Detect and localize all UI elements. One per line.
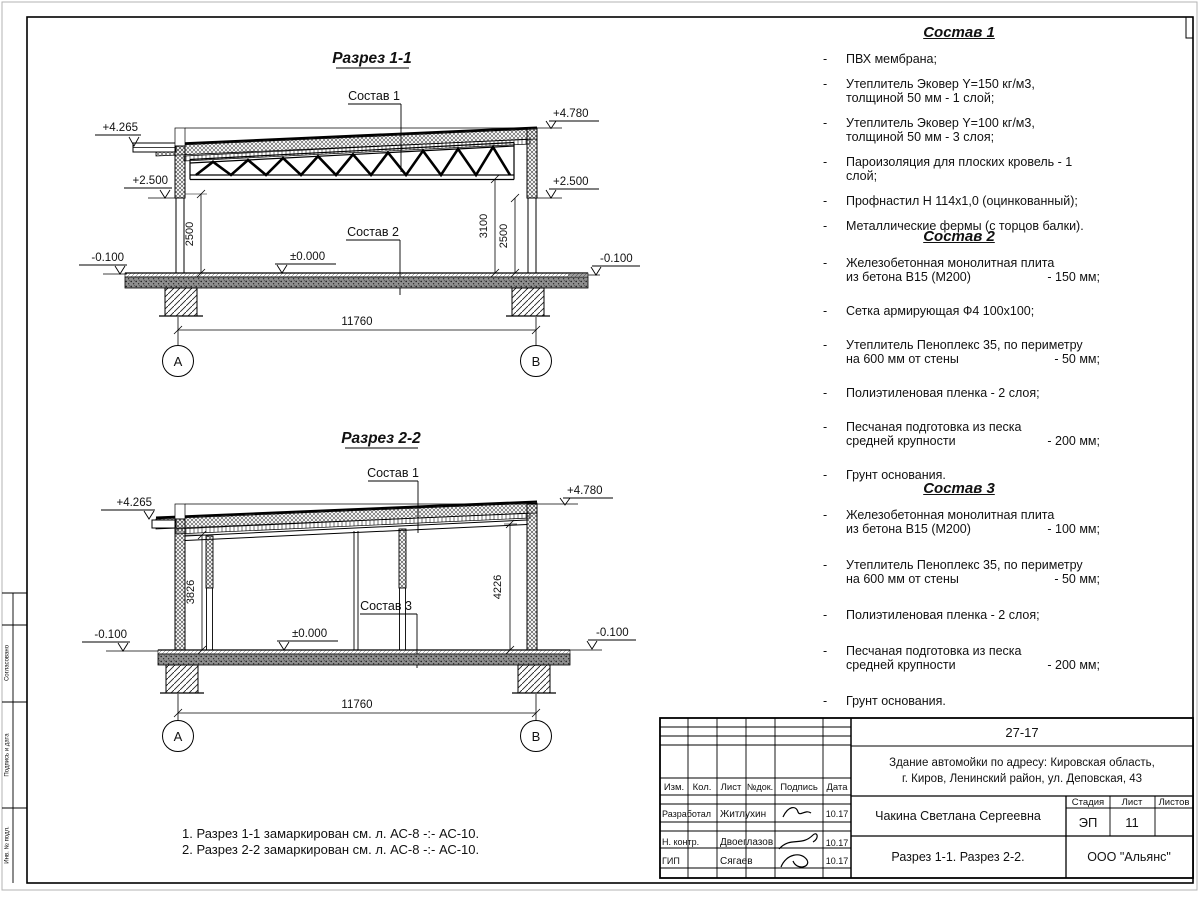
tb-col-kol: Кол.	[692, 782, 712, 793]
list-dash: -	[823, 194, 828, 208]
tb-col-izm: Изм.	[663, 782, 685, 793]
list-item	[818, 155, 1100, 183]
item-value: - 50 мм;	[1054, 572, 1100, 586]
list-dash: -	[823, 608, 828, 622]
item-text: на 600 мм от стены	[846, 572, 959, 586]
section2-label-sostav3: Состав 3	[360, 599, 412, 613]
title-block	[660, 718, 1193, 878]
list-dash: -	[823, 52, 828, 66]
item-text: Металлические фермы (с торцов балки).	[846, 219, 1084, 233]
item-text: средней крупности	[846, 434, 956, 448]
list-dash: -	[823, 694, 828, 708]
section1-title: Разрез 1-1	[332, 50, 412, 67]
list-dash: -	[823, 219, 828, 233]
list-item	[818, 644, 1100, 672]
tb-name-gip: Сягаев	[720, 856, 753, 867]
list-dash: -	[823, 420, 828, 434]
list-item	[818, 386, 1100, 400]
elev-minus0100-right-2: -0.100	[596, 627, 629, 639]
elev-zero: ±0.000	[290, 251, 326, 263]
tb-date-gip: 10.17	[825, 856, 849, 866]
tb-stage-value: ЭП	[1078, 815, 1098, 830]
item-text: Утеплитель Пеноплекс 35, по периметру	[846, 558, 1083, 572]
tb-project-line1: Здание автомойки по адресу: Кировская область,	[889, 757, 1155, 769]
axis-b-label: В	[531, 729, 541, 744]
footing	[166, 665, 198, 693]
footing	[165, 288, 197, 316]
tb-date-ncontrol: 10.17	[825, 838, 849, 848]
list-dash: -	[823, 468, 828, 482]
list-item	[818, 116, 1100, 144]
item-value: - 200 мм;	[1047, 434, 1100, 448]
composition-block-1	[818, 26, 1100, 244]
elev-4780-right: +4.780	[553, 108, 589, 120]
item-text: Полиэтиленовая пленка - 2 слоя;	[846, 608, 1040, 622]
list-dash: -	[823, 558, 828, 572]
note-line: 1. Разрез 1-1 замаркирован см. л. АС-8 -:- АС-10.	[182, 826, 480, 841]
elev-zero-2: ±0.000	[292, 628, 328, 640]
item-text: на 600 мм от стены	[846, 352, 959, 366]
item-text: толщиной 50 мм - 1 слой;	[846, 91, 995, 105]
section1-label-sostav1: Состав 1	[348, 89, 400, 103]
item-value: - 200 мм;	[1047, 658, 1100, 672]
list-item	[818, 508, 1100, 536]
elev-2500-left: +2.500	[132, 175, 168, 187]
dim-2500-right: 2500	[498, 223, 510, 249]
tb-role-gip: ГИП	[662, 856, 680, 866]
tb-author: Чакина Светлана Сергеевна	[875, 809, 1041, 823]
tb-role-ncontrol: Н. контр.	[662, 837, 700, 847]
tb-stage-label: Стадия	[1071, 797, 1105, 808]
elev-4780-right-2: +4.780	[567, 485, 603, 497]
footing	[512, 288, 544, 316]
gutter	[152, 520, 176, 528]
item-text: Железобетонная монолитная плита	[846, 256, 1055, 270]
item-value: - 150 мм;	[1047, 270, 1100, 284]
list-item	[818, 77, 1100, 105]
notes-block	[182, 826, 479, 858]
elev-minus0100-left: -0.100	[91, 252, 124, 264]
list-item	[818, 420, 1100, 448]
dim-3826: 3826	[185, 579, 197, 605]
list-item	[818, 256, 1100, 284]
composition-block-2	[818, 230, 1100, 502]
elev-4265-left: +4.265	[102, 122, 138, 134]
tb-name-developer: Житлухин	[720, 809, 767, 820]
axis-a-label: А	[173, 729, 183, 744]
tb-doc-number: 27-17	[1005, 725, 1039, 740]
list-item	[818, 52, 1100, 66]
tb-sheet-label: Лист	[1121, 797, 1143, 808]
item-text: из бетона В15 (М200)	[846, 270, 971, 284]
list-dash: -	[823, 304, 828, 318]
list-dash: -	[823, 386, 828, 400]
list-item	[818, 694, 1100, 708]
tb-sheet-value: 11	[1125, 815, 1139, 830]
item-value: - 50 мм;	[1054, 352, 1100, 366]
item-text: Грунт основания.	[846, 468, 946, 482]
tb-company: ООО "Альянс"	[1087, 850, 1171, 864]
tb-role-developer: Разработал	[662, 809, 711, 819]
axis-a-label: А	[173, 354, 183, 369]
item-text: толщиной 50 мм - 3 слоя;	[846, 130, 995, 144]
note-line: 2. Разрез 2-2 замаркирован см. л. АС-8 -:- АС-10.	[182, 842, 480, 857]
composition3-title: Состав 3	[923, 480, 995, 497]
side-strip-label-agreed: Согласовано	[4, 644, 11, 682]
item-text: Пароизоляция для плоских кровель - 1 слой;	[846, 155, 1073, 183]
list-dash: -	[823, 338, 828, 352]
list-item	[818, 304, 1100, 318]
tb-col-ndoc: №док.	[746, 782, 774, 792]
side-strip-label-inv: Инв. № подл.	[4, 826, 11, 864]
item-text: средней крупности	[846, 658, 956, 672]
list-item	[818, 608, 1100, 622]
tb-sheets-label: Листов	[1158, 797, 1190, 808]
list-dash: -	[823, 508, 828, 522]
tb-col-list: Лист	[720, 782, 742, 793]
axis-b-label: В	[531, 354, 541, 369]
list-dash: -	[823, 116, 828, 130]
item-text: Профнастил Н 114х1,0 (оцинкованный);	[846, 194, 1078, 208]
tb-date-developer: 10.17	[825, 809, 849, 819]
item-text: Полиэтиленовая пленка - 2 слоя;	[846, 386, 1040, 400]
composition-block-3	[818, 482, 1100, 730]
list-item	[818, 338, 1100, 366]
item-text: ПВХ мембрана;	[846, 52, 937, 66]
elev-minus0100-left-2: -0.100	[94, 629, 127, 641]
list-dash: -	[823, 77, 828, 91]
dim-2500-left: 2500	[184, 221, 196, 247]
item-text: из бетона В15 (М200)	[846, 522, 971, 536]
list-dash: -	[823, 155, 828, 169]
list-item	[818, 194, 1100, 208]
item-text: Утеплитель Эковер Y=150 кг/м3,	[846, 77, 1035, 91]
dim-4226: 4226	[492, 574, 504, 600]
side-strip-label-signdate: Подпись и дата	[4, 733, 11, 777]
composition2-title: Состав 2	[923, 228, 995, 245]
elev-2500-right: +2.500	[553, 176, 589, 188]
tb-col-data: Дата	[826, 782, 848, 793]
item-text: Утеплитель Пеноплекс 35, по периметру	[846, 338, 1083, 352]
interior-column	[399, 529, 406, 588]
tb-project-line2: г. Киров, Ленинский район, ул. Деповская, 43	[901, 773, 1143, 785]
section1-label-sostav2: Состав 2	[347, 225, 399, 239]
item-text: Железобетонная монолитная плита	[846, 508, 1055, 522]
item-value: - 100 мм;	[1047, 522, 1100, 536]
tb-drawing-title: Разрез 1-1. Разрез 2-2.	[891, 850, 1025, 864]
dim-span-1: 11760	[341, 316, 373, 328]
composition1-title: Состав 1	[923, 24, 995, 41]
section2-title: Разрез 2-2	[341, 430, 421, 447]
list-item	[818, 558, 1100, 586]
list-dash: -	[823, 644, 828, 658]
tb-col-podpis: Подпись	[780, 782, 818, 793]
list-dash: -	[823, 256, 828, 270]
dim-span-2: 11760	[341, 699, 373, 711]
footing	[518, 665, 550, 693]
tb-name-ncontrol: Двоеглазов	[720, 837, 774, 848]
item-text: Сетка армирующая Ф4 100х100;	[846, 304, 1035, 318]
interior-column	[206, 536, 213, 588]
elev-minus0100-right: -0.100	[600, 253, 633, 265]
item-text: Песчаная подготовка из песка	[846, 420, 1022, 434]
item-text: Утеплитель Эковер Y=100 кг/м3,	[846, 116, 1035, 130]
section2-label-sostav1: Состав 1	[367, 466, 419, 480]
item-text: Песчаная подготовка из песка	[846, 644, 1022, 658]
elev-4265-left-2: +4.265	[116, 497, 152, 509]
dim-3100: 3100	[478, 213, 490, 239]
item-text: Грунт основания.	[846, 694, 946, 708]
